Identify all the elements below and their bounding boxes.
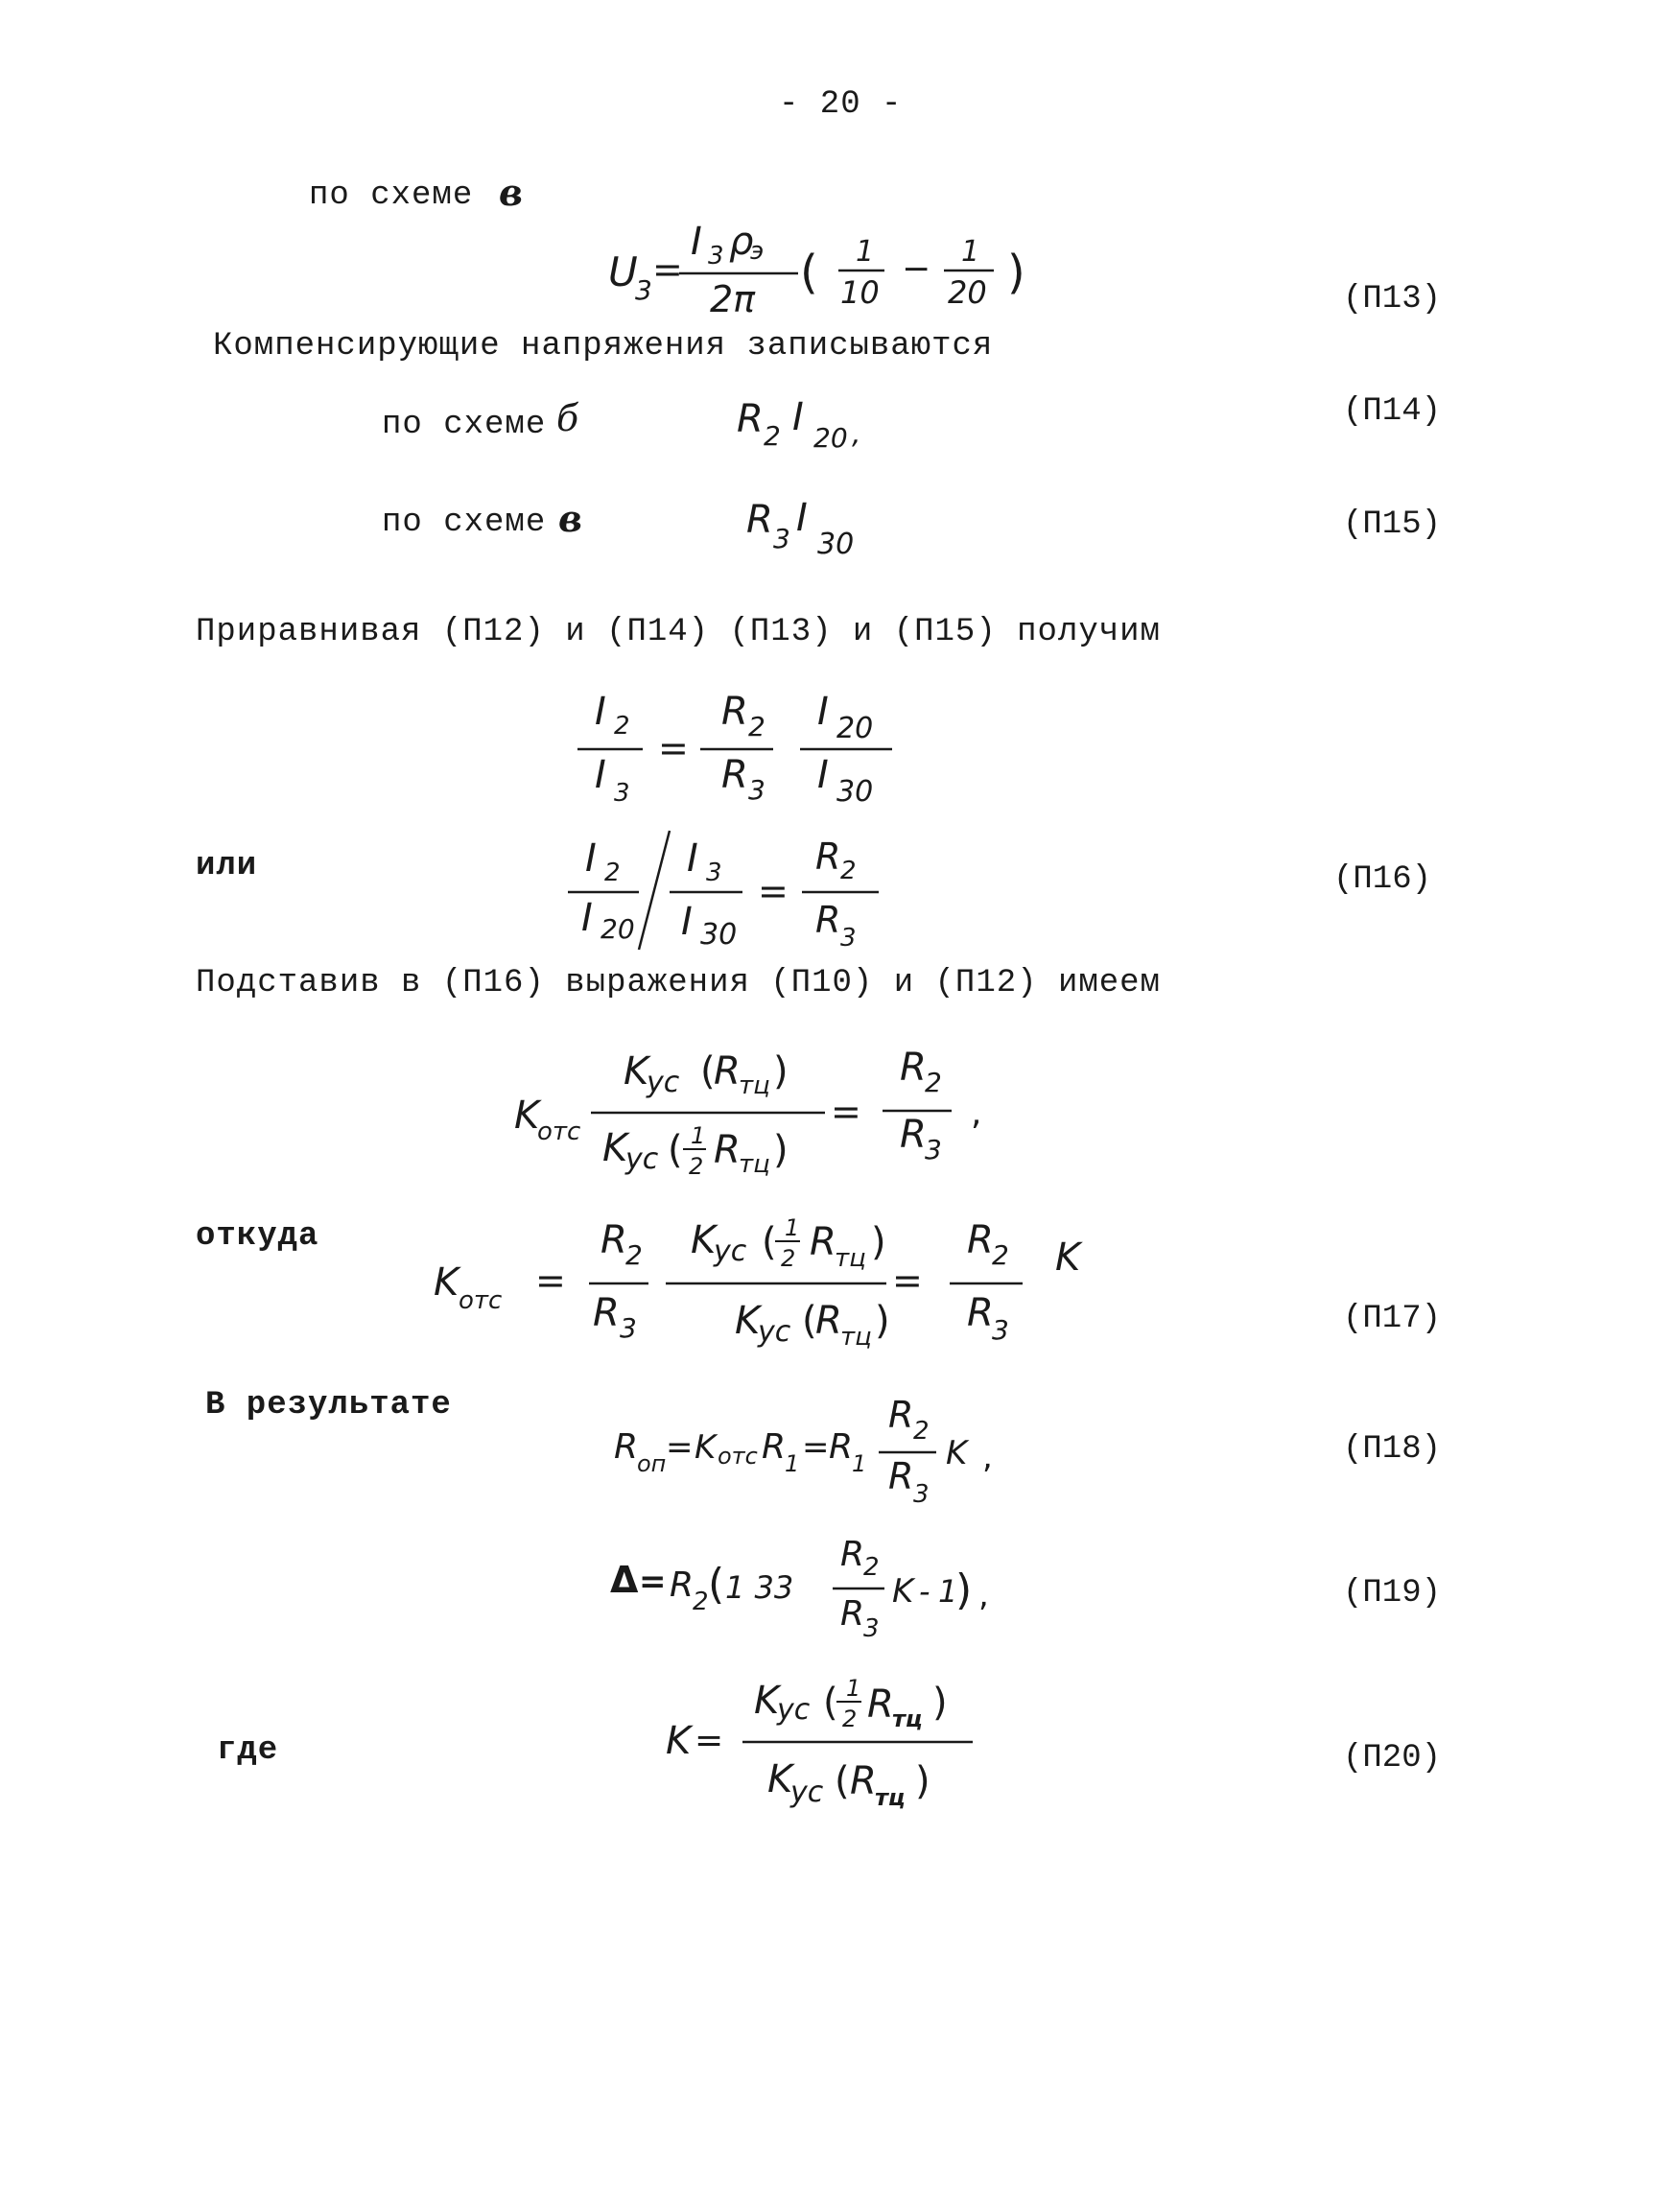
eq13-num-b-sub: э: [750, 237, 765, 266]
svg-text:R: R: [888, 1455, 914, 1497]
svg-text:1: 1: [785, 1214, 800, 1241]
svg-text:3: 3: [748, 774, 765, 806]
svg-text:1: 1: [846, 1675, 861, 1702]
svg-text:1: 1: [938, 1573, 958, 1610]
svg-text:2: 2: [992, 1239, 1009, 1271]
svg-text:R: R: [840, 1535, 865, 1574]
svg-text:=: =: [666, 1428, 694, 1467]
svg-text:=: =: [802, 1428, 830, 1467]
eq13-f1-num: 1: [856, 235, 875, 269]
svg-text:1: 1: [691, 1122, 706, 1149]
eq-number-p14: (П14): [1343, 393, 1442, 430]
as-result-text: В результате: [205, 1387, 452, 1424]
svg-text:оп: оп: [637, 1450, 667, 1477]
svg-text:I: I: [817, 753, 829, 797]
svg-text:=: =: [658, 727, 689, 769]
svg-text:(: (: [823, 1681, 838, 1725]
svg-text:,: ,: [982, 1438, 993, 1476]
svg-text:): ): [773, 1128, 789, 1172]
svg-text:): ): [955, 1565, 973, 1614]
eq15-i: I: [796, 496, 808, 540]
svg-text:3: 3: [840, 924, 857, 953]
equation-p17: [422, 1199, 1113, 1362]
svg-text:K: K: [695, 1428, 717, 1467]
equating-text: Приравнивая (П12) и (П14) (П13) и (П15) получим: [196, 614, 1161, 650]
svg-text:2: 2: [863, 1553, 880, 1582]
scheme-b-label: по схеме: [382, 407, 547, 443]
svg-text:отс: отс: [537, 1118, 581, 1146]
svg-text:1: 1: [852, 1450, 867, 1477]
eq13-f1-den: 10: [840, 274, 880, 311]
svg-text:3: 3: [913, 1480, 930, 1509]
svg-text:(: (: [708, 1560, 725, 1609]
scheme-v2-label: по схеме: [382, 505, 547, 541]
svg-text:K: K: [946, 1434, 968, 1472]
svg-text:2: 2: [781, 1245, 796, 1272]
svg-text:(: (: [762, 1220, 777, 1264]
eq-number-p15: (П15): [1343, 506, 1442, 543]
svg-text:(: (: [835, 1759, 850, 1803]
svg-text:R: R: [967, 1218, 994, 1262]
eq13-den: 2π: [710, 278, 756, 320]
eq13-num-b: ρ: [729, 220, 754, 264]
svg-text:=: =: [831, 1091, 861, 1133]
svg-text:R: R: [614, 1427, 639, 1467]
svg-text:): ): [932, 1681, 948, 1725]
svg-text:20: 20: [601, 913, 635, 945]
svg-text:3: 3: [706, 859, 722, 887]
svg-text:I: I: [687, 836, 698, 881]
svg-text:отс: отс: [718, 1443, 758, 1470]
or-text: или: [196, 848, 258, 884]
equation-p18: [604, 1391, 1026, 1516]
svg-text:): ): [915, 1759, 930, 1803]
svg-text:3: 3: [620, 1312, 637, 1344]
svg-text:): ): [1007, 246, 1025, 299]
svg-text:3: 3: [925, 1134, 942, 1165]
eq13-lhs: U: [608, 248, 638, 295]
svg-text:R: R: [601, 1218, 627, 1262]
svg-text:R: R: [714, 1128, 741, 1172]
scheme-v-label: по схеме: [309, 177, 474, 214]
svg-text:=: =: [758, 870, 789, 912]
svg-text:K: K: [767, 1757, 793, 1801]
svg-text:I: I: [681, 900, 693, 944]
eq15-r: R: [746, 498, 773, 542]
svg-text:Δ: Δ: [610, 1559, 639, 1601]
svg-text:2: 2: [840, 857, 857, 885]
svg-text:K: K: [1055, 1235, 1081, 1280]
svg-text:2: 2: [925, 1067, 942, 1098]
whence-text: откуда: [196, 1218, 319, 1255]
eq14-r: R: [737, 397, 764, 441]
eq13-num-a-sub: 3: [708, 242, 724, 271]
svg-text:ус: ус: [758, 1315, 791, 1349]
svg-text:ус: ус: [647, 1066, 680, 1099]
svg-text:тц: тц: [739, 1071, 770, 1100]
svg-text:отс: отс: [459, 1286, 503, 1315]
svg-text:ус: ус: [625, 1142, 659, 1176]
svg-text:тц: тц: [835, 1244, 866, 1273]
svg-text:2: 2: [614, 712, 630, 741]
svg-text:R: R: [840, 1594, 865, 1634]
svg-text:): ): [871, 1220, 886, 1264]
eq-number-p19: (П19): [1343, 1575, 1442, 1612]
svg-text:R: R: [888, 1394, 914, 1436]
equation-p15: [739, 484, 892, 571]
svg-text:R: R: [670, 1565, 695, 1605]
svg-text:R: R: [721, 690, 748, 734]
svg-text:K: K: [754, 1679, 780, 1723]
equation-p16: [556, 825, 921, 959]
svg-text:−: −: [902, 249, 931, 289]
eq13-lhs-sub: 3: [635, 274, 652, 306]
svg-text:): ): [773, 1049, 789, 1094]
svg-text:ус: ус: [790, 1776, 824, 1809]
svg-text:2: 2: [913, 1417, 930, 1446]
svg-text:K: K: [602, 1126, 628, 1170]
svg-text:R: R: [900, 1113, 927, 1157]
svg-text:,: ,: [978, 1576, 989, 1614]
svg-text:K: K: [735, 1299, 761, 1343]
eq-number-p18: (П18): [1343, 1431, 1442, 1468]
svg-text:R: R: [762, 1427, 787, 1467]
svg-text:R: R: [815, 835, 841, 878]
svg-text:=: =: [535, 1259, 566, 1302]
eq-number-p16: (П16): [1333, 861, 1432, 898]
svg-text:I: I: [817, 690, 829, 734]
svg-text:K: K: [624, 1049, 649, 1094]
eq15-i-sub: 30: [817, 528, 855, 561]
svg-text:=: =: [695, 1721, 724, 1760]
svg-text:(: (: [700, 1049, 716, 1094]
svg-text:=: =: [639, 1563, 667, 1601]
svg-text:тц: тц: [739, 1150, 770, 1179]
svg-text:ус: ус: [777, 1693, 811, 1727]
equation-kotc-ratio: [508, 1036, 1007, 1199]
svg-text:R: R: [815, 1299, 842, 1343]
svg-text:R: R: [714, 1049, 741, 1094]
svg-text:R: R: [850, 1759, 877, 1803]
svg-text:тц: тц: [840, 1323, 872, 1352]
eq-number-p17: (П17): [1343, 1301, 1442, 1337]
svg-text:=: =: [892, 1259, 923, 1302]
eq13-f2-den: 20: [948, 274, 987, 311]
eq14-tail: ,: [852, 417, 861, 451]
svg-text:2: 2: [842, 1706, 858, 1732]
svg-text:R: R: [829, 1427, 854, 1467]
equation-p20: [662, 1659, 988, 1823]
eq14-i: I: [792, 395, 804, 439]
svg-text:тц: тц: [892, 1706, 923, 1732]
scheme-v2-letter: в: [558, 497, 582, 540]
svg-text:K: K: [892, 1572, 914, 1611]
svg-text:K: K: [434, 1260, 459, 1305]
svg-text:R: R: [867, 1683, 894, 1727]
svg-text:30: 30: [700, 918, 738, 952]
eq13-f2-num: 1: [961, 235, 980, 269]
svg-text:ус: ус: [714, 1235, 747, 1268]
eq-number-p20: (П20): [1343, 1740, 1442, 1777]
svg-text:R: R: [900, 1046, 927, 1090]
svg-text:R: R: [810, 1220, 836, 1264]
svg-text:3: 3: [863, 1614, 880, 1643]
svg-text:(: (: [668, 1128, 683, 1172]
svg-text:2: 2: [689, 1153, 704, 1180]
svg-text:K: K: [514, 1094, 540, 1138]
svg-text:I: I: [595, 753, 606, 797]
svg-text:I: I: [581, 896, 593, 940]
svg-text:1: 1: [785, 1450, 800, 1477]
svg-text:(: (: [802, 1299, 817, 1343]
svg-text:(: (: [800, 246, 818, 299]
svg-text:=: =: [652, 248, 683, 291]
scheme-v-letter: в: [499, 171, 523, 214]
equation-ratio: [566, 676, 911, 811]
svg-text:30: 30: [836, 775, 874, 809]
svg-text:2: 2: [604, 859, 621, 887]
svg-text:): ): [875, 1299, 890, 1343]
svg-text:R: R: [721, 753, 748, 797]
svg-text:20: 20: [836, 712, 874, 745]
svg-text:1 33: 1 33: [725, 1569, 794, 1606]
svg-text:3: 3: [614, 779, 630, 808]
equation-p13: [595, 211, 1055, 326]
svg-text:I: I: [595, 690, 606, 734]
svg-text:тц: тц: [875, 1784, 906, 1811]
svg-text:R: R: [967, 1291, 994, 1335]
svg-text:3: 3: [992, 1314, 1009, 1346]
svg-text:2: 2: [748, 711, 765, 742]
scheme-b-letter: б: [556, 397, 579, 439]
eq14-i-sub: 20: [813, 422, 848, 454]
page-number: - 20 -: [779, 86, 903, 123]
svg-text:K: K: [691, 1218, 717, 1262]
substituting-text: Подставив в (П16) выражения (П10) и (П12) имеем: [196, 965, 1161, 1001]
eq13-num-a: I: [691, 220, 702, 264]
svg-text:2: 2: [693, 1588, 709, 1616]
svg-text:R: R: [815, 899, 841, 941]
where-text: где: [217, 1732, 279, 1769]
svg-text:,: ,: [971, 1094, 982, 1133]
svg-text:R: R: [593, 1291, 620, 1335]
equation-p14: [729, 384, 902, 460]
eq14-r-sub: 2: [764, 420, 781, 452]
compensating-text: Компенсирующие напряжения записываются: [213, 328, 994, 365]
equation-p19: [604, 1525, 1026, 1650]
svg-text:2: 2: [625, 1239, 643, 1271]
svg-text:I: I: [585, 836, 597, 881]
eq-number-p13: (П13): [1343, 281, 1442, 318]
eq15-r-sub: 3: [773, 523, 790, 554]
svg-text:K: K: [666, 1719, 692, 1763]
svg-text:-: -: [919, 1573, 930, 1610]
